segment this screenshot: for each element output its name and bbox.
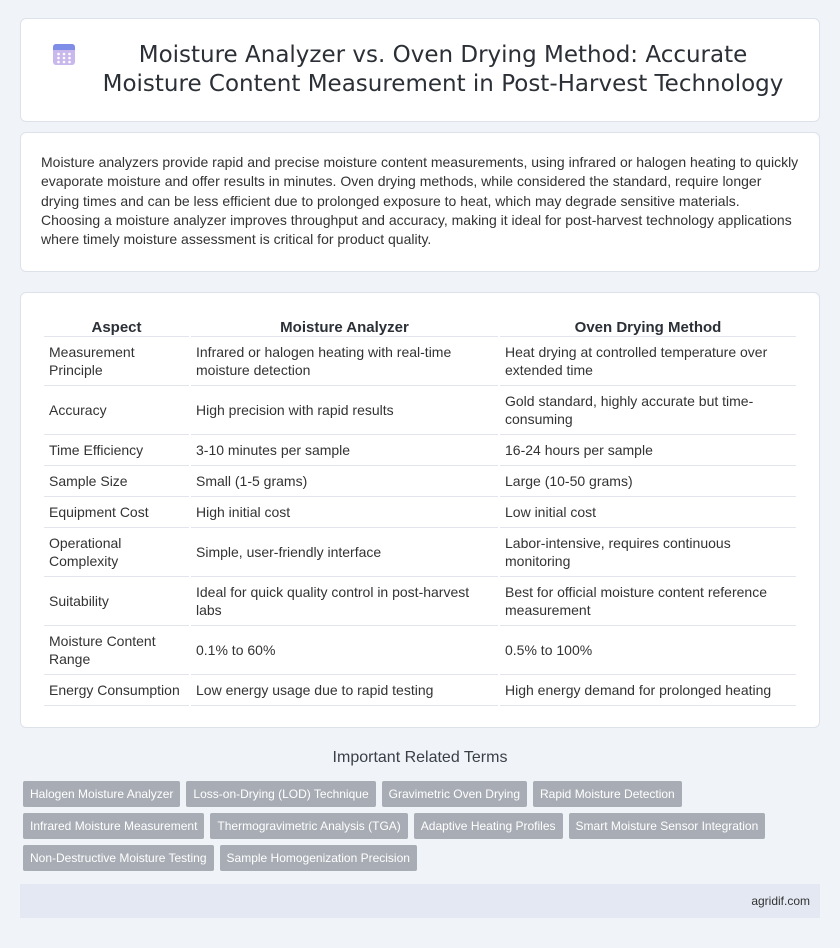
header-aspect: Aspect bbox=[44, 315, 189, 337]
title-card bbox=[20, 18, 820, 122]
page-title: Moisture Analyzer vs. Oven Drying Method: Accurate Moisture Content Measurement in Post-Harvest Technology bbox=[102, 42, 784, 97]
intro-text: Moisture analyzers provide rapid and precise moisture content measurements, using infrared or halogen heating to quickly evaporate moisture and offer results in minutes. Oven drying methods, while considered the standard, require longer drying times and can be less efficient due to prolonged exposure to heat, which may degrade sensitive materials. Choosing a moisture analyzer improves throughput and accuracy, making it ideal for post-harvest technology applications where timely moisture assessment is critical for product quality. bbox=[41, 154, 799, 248]
row-aspect: Accuracy bbox=[44, 386, 189, 435]
tag[interactable]: Infrared Moisture Measurement bbox=[23, 813, 204, 839]
row-aspect: Measurement Principle bbox=[44, 337, 189, 386]
tag-row bbox=[23, 845, 803, 871]
row-analyzer-value: High initial cost bbox=[191, 497, 498, 528]
table-row bbox=[44, 337, 796, 386]
row-analyzer-value: Ideal for quick quality control in post-harvest labs bbox=[191, 577, 498, 626]
tag[interactable]: Halogen Moisture Analyzer bbox=[23, 781, 180, 807]
tag[interactable]: Thermogravimetric Analysis (TGA) bbox=[210, 813, 407, 839]
row-analyzer-value: High precision with rapid results bbox=[191, 386, 498, 435]
related-terms-tags bbox=[23, 781, 803, 877]
comparison-card bbox=[20, 292, 820, 728]
table-row bbox=[44, 386, 796, 435]
table-row bbox=[44, 675, 796, 706]
row-aspect: Energy Consumption bbox=[44, 675, 189, 706]
comparison-table bbox=[42, 315, 798, 706]
tag[interactable]: Smart Moisture Sensor Integration bbox=[569, 813, 766, 839]
row-analyzer-value: Infrared or halogen heating with real-time moisture detection bbox=[191, 337, 498, 386]
tag[interactable]: Sample Homogenization Precision bbox=[220, 845, 417, 871]
row-aspect: Equipment Cost bbox=[44, 497, 189, 528]
tag-row bbox=[23, 813, 803, 839]
related-terms-title: Important Related Terms bbox=[332, 749, 508, 766]
row-oven-value: Low initial cost bbox=[500, 497, 796, 528]
row-aspect: Time Efficiency bbox=[44, 435, 189, 466]
row-oven-value: Heat drying at controlled temperature over extended time bbox=[500, 337, 796, 386]
table-row bbox=[44, 466, 796, 497]
footer bbox=[20, 884, 820, 918]
table-row bbox=[44, 528, 796, 577]
tag[interactable]: Adaptive Heating Profiles bbox=[414, 813, 563, 839]
row-analyzer-value: 3-10 minutes per sample bbox=[191, 435, 498, 466]
table-row bbox=[44, 626, 796, 675]
title-wrap bbox=[51, 41, 789, 99]
row-aspect: Sample Size bbox=[44, 466, 189, 497]
tag-row bbox=[23, 781, 803, 807]
row-aspect: Operational Complexity bbox=[44, 528, 189, 577]
row-analyzer-value: 0.1% to 60% bbox=[191, 626, 498, 675]
footer-site-link[interactable]: agridif.com bbox=[751, 894, 810, 908]
table-row bbox=[44, 497, 796, 528]
row-analyzer-value: Low energy usage due to rapid testing bbox=[191, 675, 498, 706]
tag[interactable]: Non-Destructive Moisture Testing bbox=[23, 845, 214, 871]
row-oven-value: 16-24 hours per sample bbox=[500, 435, 796, 466]
row-aspect: Moisture Content Range bbox=[44, 626, 189, 675]
tag[interactable]: Gravimetric Oven Drying bbox=[382, 781, 527, 807]
row-analyzer-value: Simple, user-friendly interface bbox=[191, 528, 498, 577]
header-oven-drying: Oven Drying Method bbox=[500, 315, 796, 337]
row-oven-value: Large (10-50 grams) bbox=[500, 466, 796, 497]
tag[interactable]: Loss-on-Drying (LOD) Technique bbox=[186, 781, 375, 807]
intro-card bbox=[20, 132, 820, 272]
table-header-row bbox=[44, 315, 796, 337]
calendar-icon bbox=[51, 41, 77, 67]
row-analyzer-value: Small (1-5 grams) bbox=[191, 466, 498, 497]
row-oven-value: High energy demand for prolonged heating bbox=[500, 675, 796, 706]
table-row bbox=[44, 435, 796, 466]
row-oven-value: Best for official moisture content reference measurement bbox=[500, 577, 796, 626]
row-oven-value: Labor-intensive, requires continuous monitoring bbox=[500, 528, 796, 577]
tag[interactable]: Rapid Moisture Detection bbox=[533, 781, 682, 807]
row-oven-value: 0.5% to 100% bbox=[500, 626, 796, 675]
table-row bbox=[44, 577, 796, 626]
row-oven-value: Gold standard, highly accurate but time-consuming bbox=[500, 386, 796, 435]
header-moisture-analyzer: Moisture Analyzer bbox=[191, 315, 498, 337]
row-aspect: Suitability bbox=[44, 577, 189, 626]
